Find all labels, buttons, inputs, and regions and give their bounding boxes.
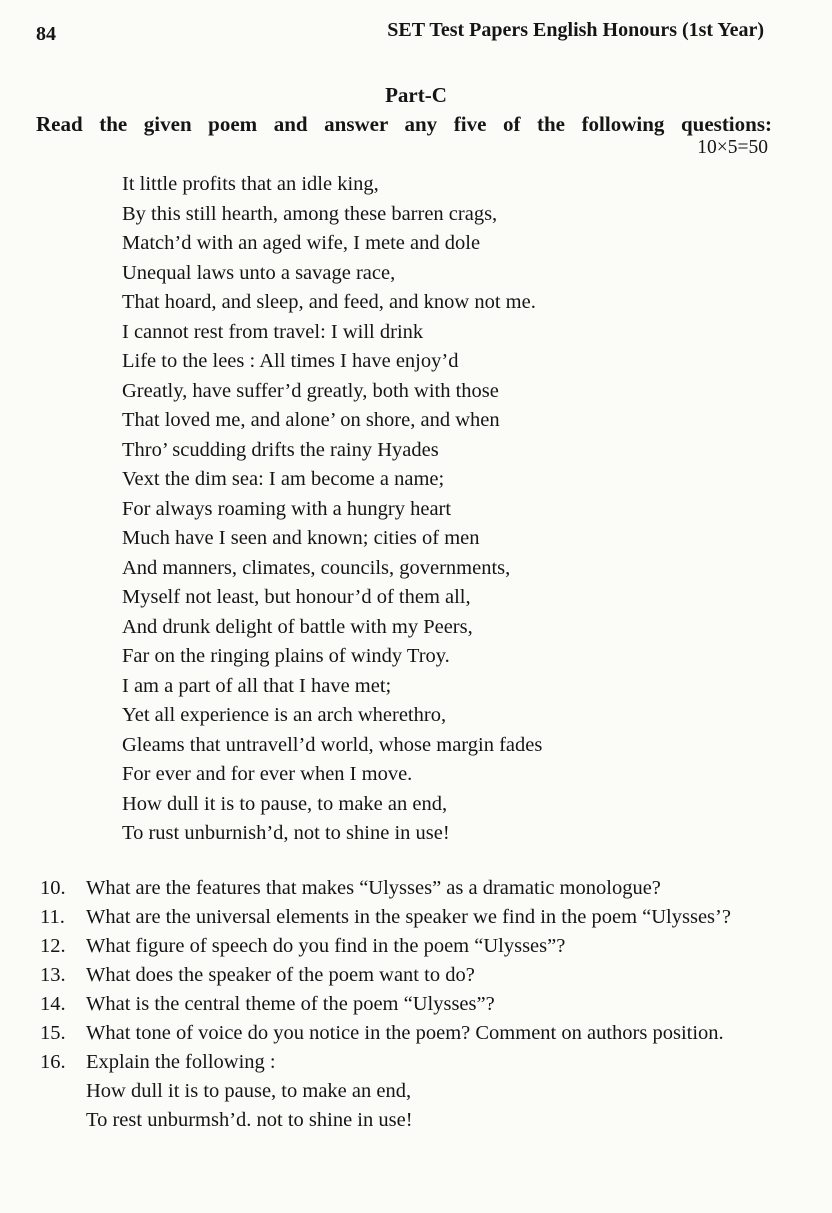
page-number: 84	[36, 23, 56, 45]
poem-line: Unequal laws unto a savage race,	[122, 261, 396, 284]
question-item	[40, 961, 775, 990]
poem-line: Yet all experience is an arch wherethro,	[122, 704, 447, 726]
running-head: SET Test Papers English Honours (1st Year)	[387, 19, 764, 41]
section-instructions: Read the given poem and answer any five of the following questions:	[36, 112, 772, 136]
question-item	[40, 874, 775, 903]
poem-line: Much have I seen and known; cities of men	[122, 527, 480, 549]
poem-line: That hoard, and sleep, and feed, and know not me.	[122, 291, 536, 313]
question-item	[40, 903, 775, 932]
question-number: 11.	[40, 906, 65, 928]
question-list	[40, 874, 775, 1135]
poem-line: For always roaming with a hungry heart	[122, 497, 452, 520]
poem-line: Thro’ scudding drifts the rainy Hyades	[122, 438, 439, 461]
question-item	[40, 932, 775, 961]
question-number: 15.	[40, 1022, 66, 1044]
poem-line: How dull it is to pause, to make an end,	[122, 792, 448, 815]
question-text: What is the central theme of the poem “Ulysses”?	[86, 993, 495, 1015]
poem-line: I cannot rest from travel: I will drink	[122, 320, 424, 343]
page-header	[36, 19, 764, 45]
question-text: What are the features that makes “Ulysses” as a dramatic monologue?	[86, 877, 661, 899]
poem-line: Match’d with an aged wife, I mete and dole	[122, 232, 481, 254]
question-item	[40, 1019, 775, 1048]
poem-line: Far on the ringing plains of windy Troy.	[122, 645, 450, 667]
poem-line: And manners, climates, councils, governments,	[122, 556, 511, 579]
marks-allocation: 10×5=50	[697, 137, 768, 158]
poem-line: To rust unburnish’d, not to shine in use!	[122, 822, 450, 844]
question-number: 13.	[40, 964, 66, 986]
poem-line: By this still hearth, among these barren crags,	[122, 202, 498, 225]
poem-line: It little profits that an idle king,	[122, 173, 379, 195]
poem-line: Greatly, have suffer’d greatly, both with those	[122, 379, 499, 402]
question-number: 16.	[40, 1051, 66, 1073]
question-number: 10.	[40, 877, 66, 899]
question-text: What figure of speech do you find in the poem “Ulysses”?	[86, 935, 566, 957]
poem-excerpt	[122, 170, 542, 849]
question-text: What tone of voice do you notice in the poem? Comment on authors position.	[86, 1022, 724, 1044]
poem-line: That loved me, and alone’ on shore, and when	[122, 409, 500, 431]
poem-line: Myself not least, but honour’d of them all,	[122, 586, 471, 608]
question-text: Explain the following :	[86, 1051, 276, 1073]
poem-line: For ever and for ever when I move.	[122, 763, 413, 785]
poem-line: Gleams that untravell’d world, whose margin fades	[122, 733, 543, 756]
poem-line: Life to the lees : All times I have enjoy’d	[122, 350, 459, 372]
question-number: 14.	[40, 993, 66, 1015]
question-item	[40, 990, 775, 1019]
poem-line: I am a part of all that I have met;	[122, 674, 392, 697]
question-item	[40, 1048, 775, 1135]
section-title: Part-C	[385, 83, 447, 107]
quoted-line: To rest unburmsh’d. not to shine in use!	[86, 1109, 413, 1131]
question-text: What does the speaker of the poem want to do?	[86, 964, 475, 986]
question-number: 12.	[40, 935, 66, 957]
poem-line: And drunk delight of battle with my Peers,	[122, 615, 473, 638]
quoted-line: How dull it is to pause, to make an end,	[86, 1080, 412, 1102]
poem-line: Vext the dim sea: I am become a name;	[122, 468, 445, 490]
question-text: What are the universal elements in the speaker we find in the poem “Ulysses’?	[86, 906, 731, 928]
